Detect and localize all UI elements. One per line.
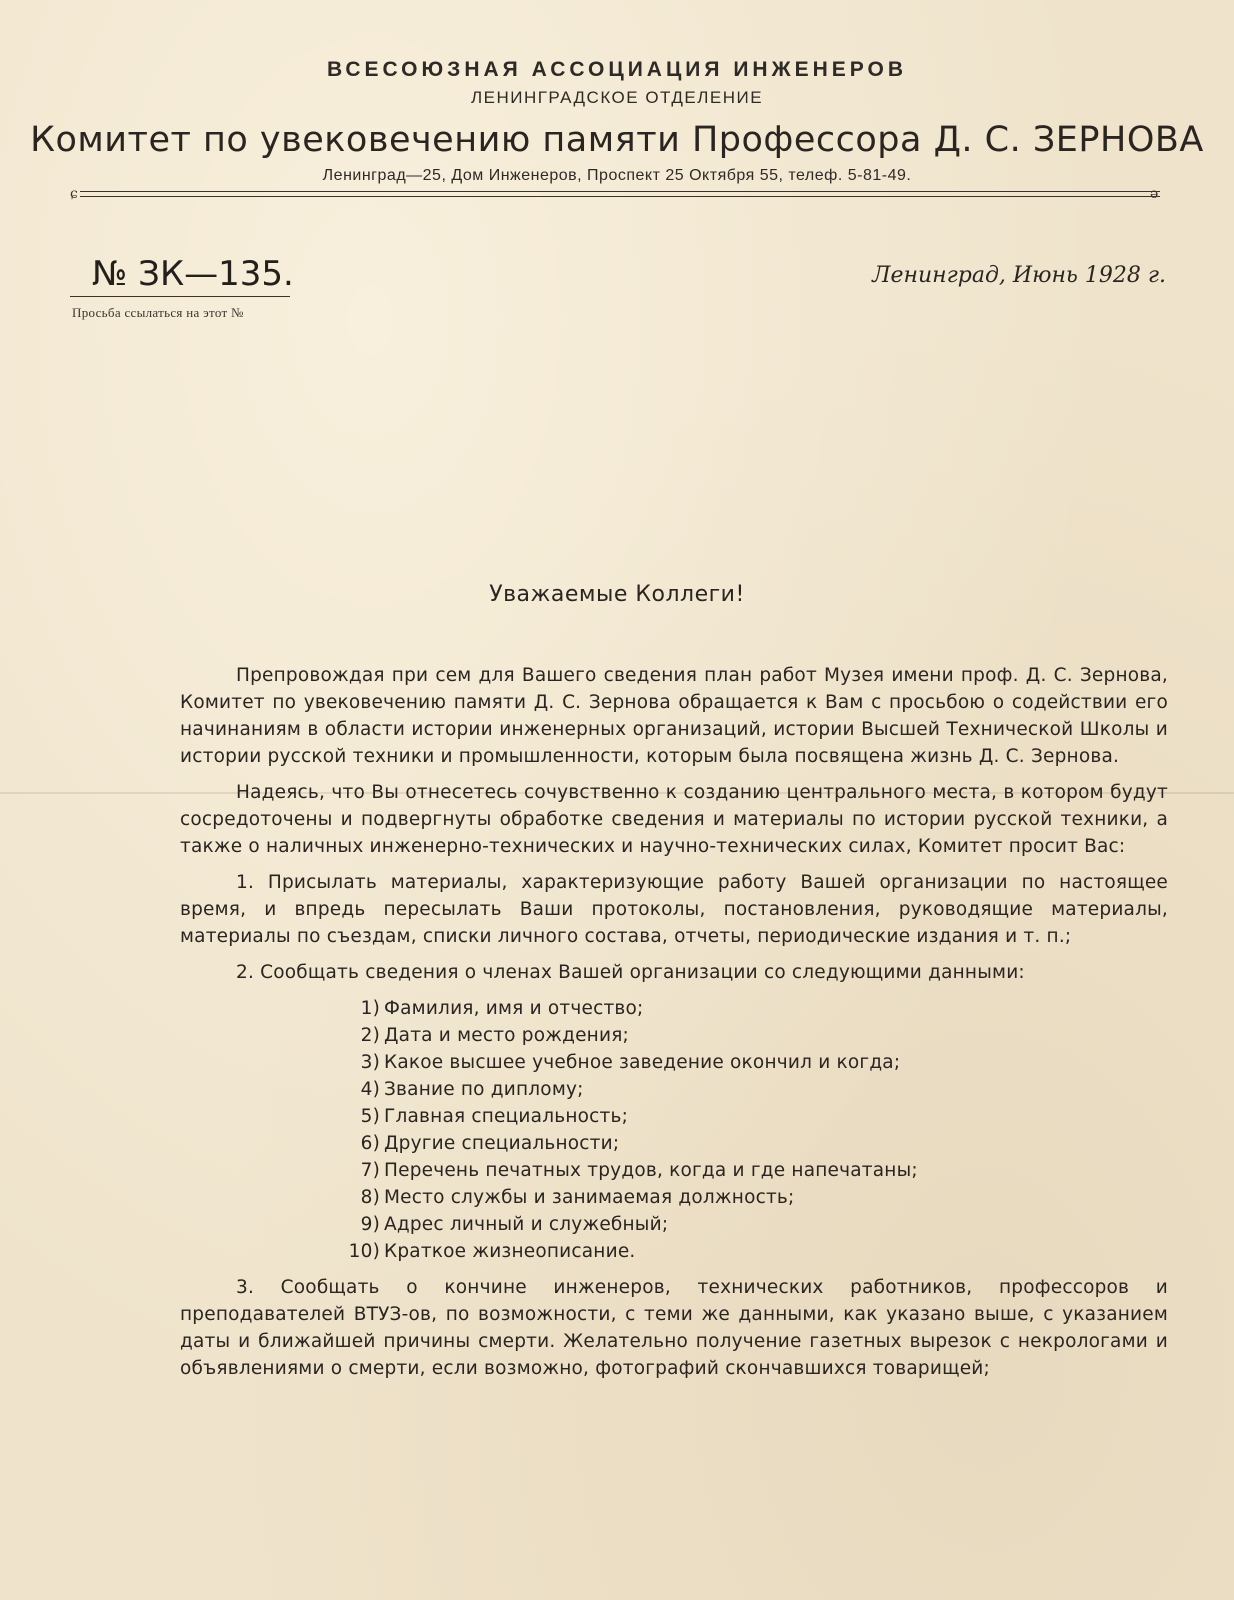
- request-item-3: 3. Сообщать о кончине инженеров, технических работников, профессоров и преподавателей ВТУЗ-ов, по возможности, с теми же данными, как указано выше, с указанием даты и ближайшей причины смерти. Желательно получение газетных вырезок с некрологами и объявлениями о смерти, если возможно, фотографий скончавшихся товарищей;: [180, 1277, 1168, 1379]
- reference-note: Просьба ссылаться на этот №: [72, 305, 244, 320]
- list-item: 6) Другие специальности;: [360, 1133, 620, 1154]
- branch-name: ЛЕНИНГРАДСКОЕ ОТДЕЛЕНИЕ: [470, 88, 764, 107]
- list-item: 2) Дата и место рождения;: [360, 1025, 629, 1046]
- organization-name: ВСЕСОЮЗНАЯ АССОЦИАЦИЯ ИНЖЕНЕРОВ: [327, 58, 907, 81]
- member-data-list: [180, 995, 1168, 1265]
- reference-underline: [70, 296, 290, 297]
- committee-address: Ленинград—25, Дом Инженеров, Проспект 25 Октября 55, телеф. 5-81-49.: [322, 167, 912, 184]
- request-item-2: 2. Сообщать сведения о членах Вашей организации со следующими данными:: [236, 962, 1025, 983]
- salutation: Уважаемые Коллеги!: [489, 582, 745, 607]
- list-item: 7) Перечень печатных трудов, когда и где напечатаны;: [360, 1160, 918, 1181]
- committee-title: Комитет по увековечению памяти Профессора Д. С. ЗЕРНОВА: [30, 120, 1204, 160]
- list-item: 8) Место службы и занимаемая должность;: [360, 1187, 795, 1208]
- request-item-1: 1. Присылать материалы, характеризующие работу Вашей организации по настоящее время, и впредь пересылать Ваши протоколы, постановления, руководящие материалы, материалы по съездам, списки личного состава, отчеты, периодические издания и т. п.;: [180, 872, 1168, 947]
- place-and-date: Ленинград, Июнь 1928 г.: [872, 263, 1166, 288]
- header-rule-bottom: [80, 196, 1160, 197]
- paragraph-request: Надеясь, что Вы отнесетесь сочувственно к созданию центрального места, в котором будут сосредоточены и подвергнуты обработке сведения и материалы по истории русской техники, а также о наличных инженерно-технических и научно-технических силах, Комитет просит Вас:: [180, 782, 1168, 857]
- header-rule-top: [80, 191, 1160, 192]
- rule-ornament-right: ə: [1150, 186, 1159, 202]
- reference-number: № ЗК—135.: [92, 254, 294, 294]
- list-item: 3) Какое высшее учебное заведение окончил и когда;: [360, 1052, 901, 1073]
- list-item: 1) Фамилия, имя и отчество;: [360, 998, 644, 1019]
- list-item: 5) Главная специальность;: [360, 1106, 629, 1127]
- list-item: 4) Звание по диплому;: [360, 1079, 584, 1100]
- paragraph-intro: Препровождая при сем для Вашего сведения план работ Музея имени проф. Д. С. Зернова, Комитет по увековечению памяти Д. С. Зернова обращается к Вам с просьбою о содействии его начинаниям в области истории инженерных организаций, истории Высшей Технической Школы и истории русской техники и промышленности, которым была посвящена жизнь Д. С. Зернова.: [180, 665, 1168, 767]
- rule-ornament-left: ɕ: [70, 186, 78, 202]
- list-item: 9) Адрес личный и служебный;: [360, 1214, 669, 1235]
- list-item: 10) Краткое жизнеописание.: [348, 1241, 636, 1262]
- letter-body: [180, 662, 1168, 1391]
